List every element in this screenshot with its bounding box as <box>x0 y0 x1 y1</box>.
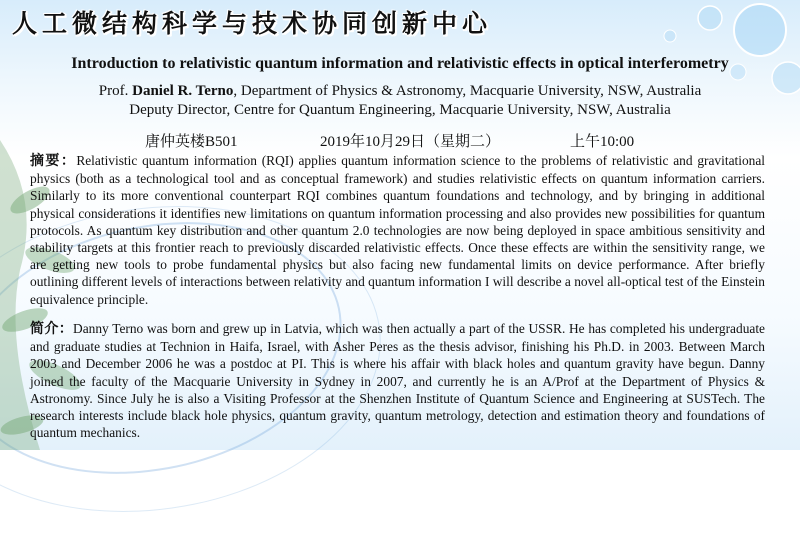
biography <box>30 320 765 441</box>
speaker-prefix: Prof. <box>98 83 133 99</box>
talk-title: Introduction to relativistic quantum information and relativistic effects in optical interferometry <box>71 55 729 72</box>
talk-date: 2019年10月29日（星期二） <box>320 134 501 150</box>
speaker-line <box>0 83 800 100</box>
speaker-name: Daniel R. Terno <box>132 83 234 99</box>
speaker-role: Deputy Director, Centre for Quantum Engineering, Macquarie University, NSW, Australia <box>129 102 671 118</box>
institution-name: 人工微结构科学与技术协同创新中心 <box>12 9 493 38</box>
talk-time: 上午10:00 <box>570 134 635 150</box>
abstract <box>30 152 765 308</box>
bio-label: 简介： <box>30 321 74 337</box>
abstract-text: Relativistic quantum information (RQI) applies quantum information science to the problems of relativistic and gravitational physics (both as a technological tool and as conceptual framework) and studies relativistic effects on quantum information carriers. Similarly to its more conventional counterpart RQI combines quantum foundations and technology, and by bringing in additional physical considerations it identifies new limitations on quantum information processing and also provides new possibilities for quantum protocols. As quantum key distribution and other quantum 2.0 technologies are now being deployed in space ambitious sensitivity and stability targets at this frontier reach to previously discarded relativistic effects. Once these effects are within the sensitivity range, we are getting new tools to probe fundamental physics but also facing new fundamental limits on device performance. After briefly outlining different levels of interactions between relativity and quantum information I will describe a novel all-optical test of the Einstein equivalence principle. <box>30 153 766 307</box>
speaker-affiliation: , Department of Physics & Astronomy, Macquarie University, NSW, Australia <box>233 83 702 99</box>
institution-banner <box>0 0 800 40</box>
talk-location: 唐仲英楼B501 <box>145 134 238 150</box>
bio-text: Danny Terno was born and grew up in Latvia, which was then actually a part of the USSR. He has completed his undergraduate and graduate studies at Technion in Haifa, Israel, with Asher Peres as the thesis advisor, finishing his Ph.D. in 2003. Between March 2003 and December 2006 he was a postdoc at PI. This is where his affair with black holes and quantum gravity have begun. Danny joined the faculty of the Macquarie University in Sydney in 2007, and currently he is an A/Prof at the Department of Physics & Astronomy. Since July he is also a Visiting Professor at the Shenzhen Institute of Quantum Science and Engineering at SUSTech. The research interests include black hole physics, quantum gravity, quantum metrology, detection and estimation theory and foundations of quantum mechanics. <box>30 321 766 441</box>
abstract-label: 摘要： <box>30 153 77 169</box>
